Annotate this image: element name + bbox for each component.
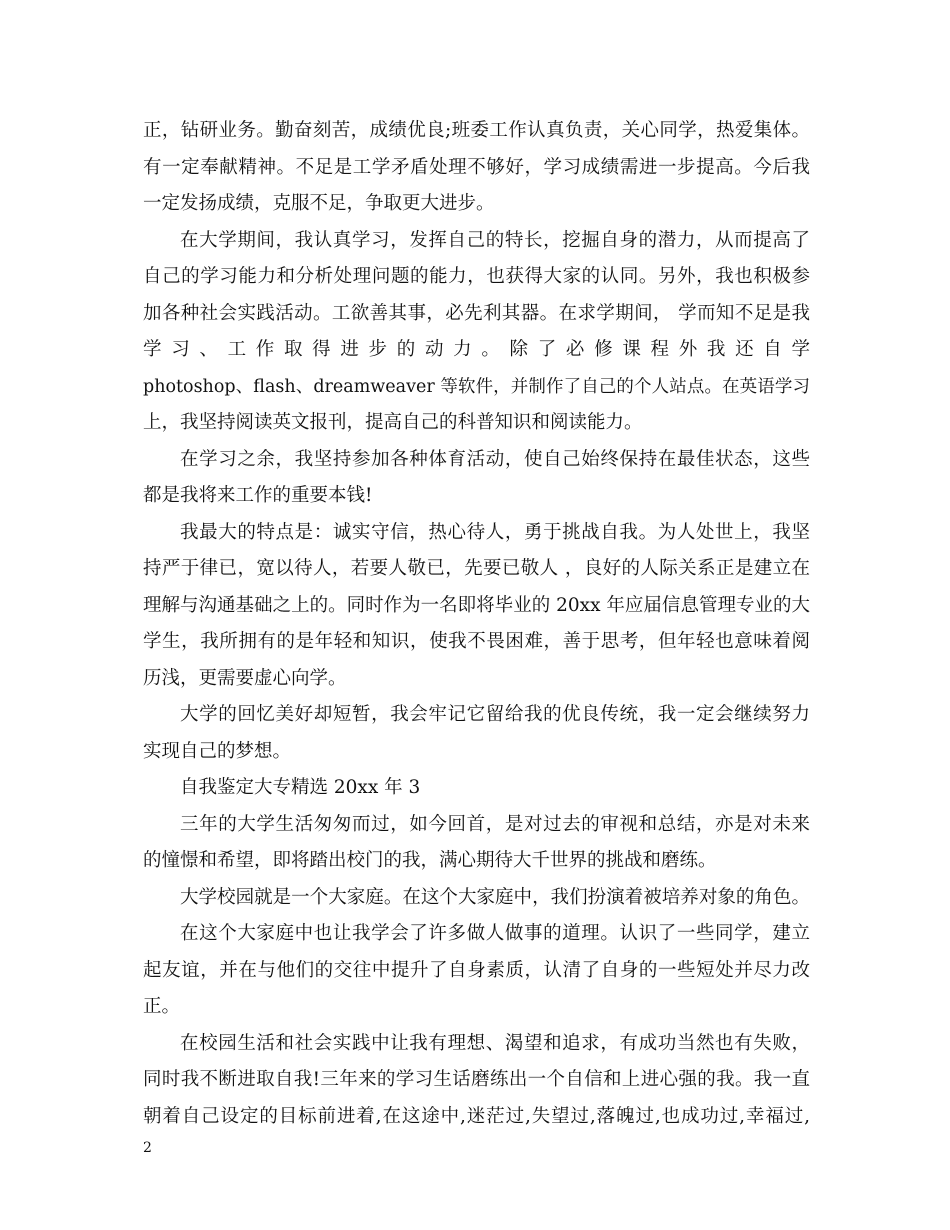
text-line: 的憧憬和希望，即将踏出校门的我，满心期待大千世界的挑战和磨练。 — [143, 850, 717, 871]
text-line: 在学习之余，我坚持参加各种体育活动，使自己始终保持在最佳状态，这些 — [180, 448, 810, 470]
text-line: 三年的大学生活匆匆而过，如今回首，是对过去的审视和总结，亦是对未来 — [180, 813, 810, 835]
text-line: 在大学期间，我认真学习，发挥自己的特长，挖掘自身的潜力，从而提高了 — [180, 229, 810, 251]
text-line: 学 习 、 工 作 取 得 进 步 的 动 力 。 除 了 必 修 课 程 外 我 还 自 学 — [143, 339, 810, 360]
text-line: photoshop、flash、dreamweaver 等软件，并制作了自己的个人站点。在英语学习 — [143, 376, 810, 397]
text-line: 自己的学习能力和分析处理问题的能力，也获得大家的认同。另外，我也积极参 — [143, 266, 810, 287]
text-line: 都是我将来工作的重要本钱! — [143, 485, 373, 506]
text-line: 同时我不断进取自我!三年来的学习生话磨练出一个自信和上进心强的我。我一直 — [143, 1069, 810, 1090]
text-line: 起友谊，并在与他们的交往中提升了自身素质，认清了自身的一些短处并尽力改 — [143, 959, 810, 981]
text-line: 上，我坚持阅读英文报刊，提高自己的科普知识和阅读能力。 — [143, 412, 643, 433]
text-line: 实现自己的梦想。 — [143, 740, 292, 762]
text-line: 学生，我所拥有的是年轻和知识，使我不畏困难，善于思考，但年轻也意味着阅 — [143, 631, 810, 652]
text-line: 正。 — [143, 996, 181, 1017]
text-line: 一定发扬成绩，克服不足，争取更大进步。 — [143, 193, 495, 214]
document-body — [143, 113, 810, 1135]
text-line: 在这个大家庭中也让我学会了许多做人做事的道理。认识了一些同学，建立 — [180, 923, 810, 944]
text-line: 有一定奉献精神。不足是工学矛盾处理不够好，学习成绩需进一步提高。今后我 — [143, 156, 810, 178]
text-line: 正，钻研业务。勤奋刻苦，成绩优良;班委工作认真负责，关心同学，热爱集体。 — [143, 120, 810, 141]
text-line: 我最大的特点是：诚实守信，热心待人，勇于挑战自我。为人处世上，我坚 — [180, 521, 810, 543]
text-line: 朝着自己设定的目标前进着,在这途中,迷茫过,失望过,落魄过,也成功过,幸福过, — [143, 1105, 810, 1127]
text-line: 加各种社会实践活动。工欲善其事，必先利其器。在求学期间， 学而知不足是我 — [143, 302, 810, 324]
text-line: 自我鉴定大专精选 20xx 年 3 — [180, 777, 421, 798]
text-line: 大学校园就是一个大家庭。在这个大家庭中，我们扮演着被培养对象的角色。 — [180, 886, 810, 908]
page-number: 2 — [143, 1140, 152, 1156]
text-line: 理解与沟通基础之上的。同时作为一名即将毕业的 20xx 年应届信息管理专业的大 — [143, 594, 810, 616]
text-line: 持严于律已，宽以待人，若要人敬已，先要已敬人 ，良好的人际关系正是建立在 — [143, 558, 810, 579]
text-line: 在校园生活和社会实践中让我有理想、渴望和追求，有成功当然也有失败， — [180, 1032, 810, 1054]
text-line: 大学的回忆美好却短暂，我会牢记它留给我的优良传统，我一定会继续努力 — [180, 704, 810, 725]
text-line: 历浅，更需要虚心向学。 — [143, 667, 347, 689]
